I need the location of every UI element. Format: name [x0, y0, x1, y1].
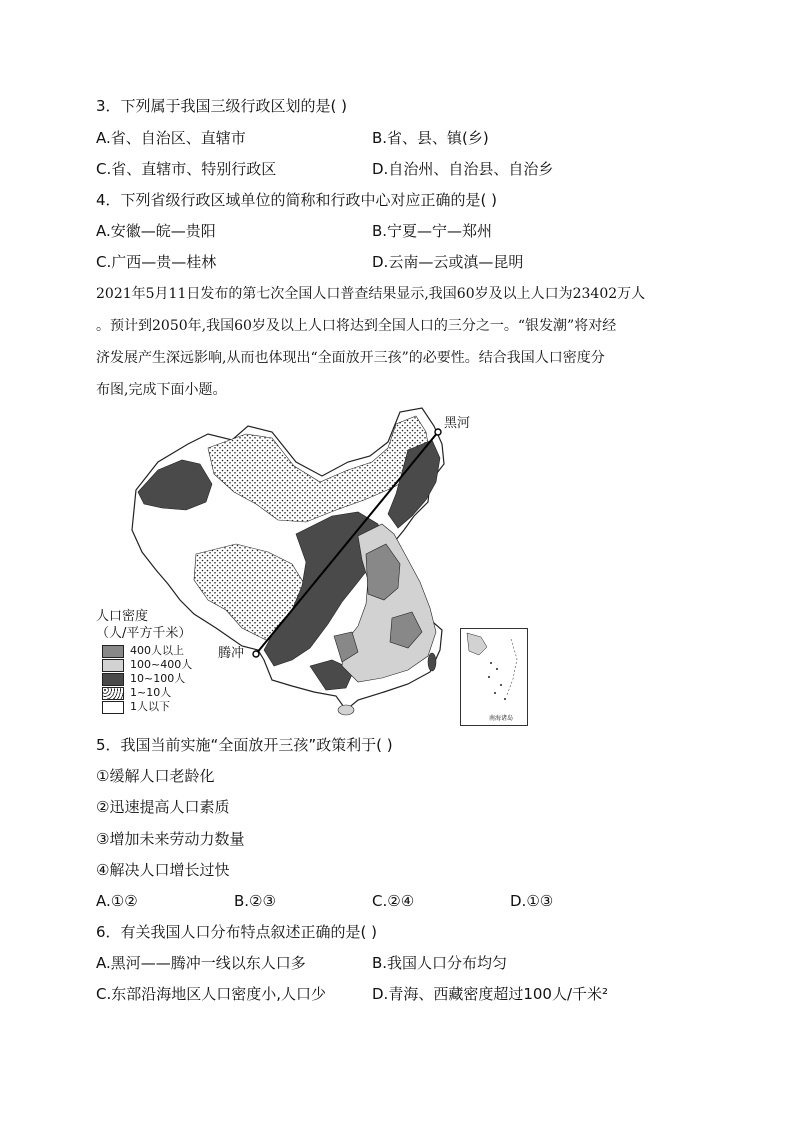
passage-line-4: 布图,完成下面小题。	[96, 382, 227, 398]
legend-label: 1人以下	[130, 700, 170, 713]
legend-label: 100~400人	[130, 658, 193, 671]
q5-item-1: ①缓解人口老龄化	[96, 767, 215, 785]
legend-title: 人口密度	[96, 609, 149, 624]
q4-option-b: B.宁夏—宁—郑州	[372, 222, 493, 240]
legend-label: 10~100人	[130, 672, 186, 685]
taiwan-island	[428, 653, 436, 671]
legend-swatch	[102, 673, 124, 686]
passage-line-2: 。预计到2050年,我国60岁及以上人口将达到全国人口的三分之一。“银发潮”将对经	[96, 318, 617, 334]
q5-item-3: ③增加未来劳动力数量	[96, 830, 245, 848]
south-china-sea-inset	[460, 628, 528, 726]
q5-item-4: ④解决人口增长过快	[96, 861, 230, 879]
passage-line-3: 济发展产生深远影响,从而也体现出“全面放开三孩”的必要性。结合我国人口密度分	[96, 350, 605, 366]
q5-option-c: C.②④	[372, 892, 415, 910]
hainan-island	[338, 705, 354, 715]
q5-option-a: A.①②	[96, 892, 138, 910]
q5-item-2: ②迅速提高人口素质	[96, 798, 230, 816]
q3-stem: 3．下列属于我国三级行政区划的是( )	[96, 97, 348, 115]
legend-unit: （人/平方千米）	[96, 626, 192, 641]
legend-swatch	[102, 659, 124, 672]
city-label-tengchong: 腾冲	[218, 646, 245, 661]
legend-swatch	[102, 701, 124, 714]
q4-stem: 4．下列省级行政区域单位的简称和行政中心对应正确的是( )	[96, 191, 498, 209]
legend-label: 1~10人	[130, 686, 172, 699]
q6-option-a: A.黑河——腾冲一线以东人口多	[96, 954, 306, 972]
q3-option-a: A.省、自治区、直辖市	[96, 129, 246, 147]
legend-swatch	[102, 645, 124, 658]
tengchong-point	[253, 651, 259, 657]
q6-option-b: B.我国人口分布均匀	[372, 954, 508, 972]
legend-swatch	[102, 687, 124, 700]
legend-label: 400人以上	[130, 644, 184, 657]
inset-islands	[461, 629, 527, 713]
q4-option-a: A.安徽—皖—贵阳	[96, 222, 216, 240]
q3-option-d: D.自治州、自治县、自治乡	[372, 160, 554, 178]
q6-option-d: D.青海、西藏密度超过100人/千米²	[372, 985, 609, 1003]
q3-option-c: C.省、直辖市、特别行政区	[96, 160, 277, 178]
q5-stem: 5．我国当前实施“全面放开三孩”政策利于( )	[96, 736, 393, 754]
city-label-heihe: 黑河	[444, 416, 471, 431]
q3-option-b: B.省、县、镇(乡)	[372, 129, 489, 147]
q5-option-b: B.②③	[234, 892, 276, 910]
q6-option-c: C.东部沿海地区人口密度小,人口少	[96, 985, 327, 1003]
q4-option-c: C.广西—贵—桂林	[96, 253, 217, 271]
heihe-point	[435, 429, 441, 435]
passage-line-1: 2021年5月11日发布的第七次全国人口普查结果显示,我国60岁及以上人口为23402万人	[96, 286, 646, 302]
inset-label: 南海诸岛	[489, 715, 514, 722]
q6-stem: 6．有关我国人口分布特点叙述正确的是( )	[96, 923, 378, 941]
density-region-medium-xinjiang	[138, 460, 212, 510]
q4-option-d: D.云南—云或滇—昆明	[372, 253, 524, 271]
q5-option-d: D.①③	[510, 892, 554, 910]
